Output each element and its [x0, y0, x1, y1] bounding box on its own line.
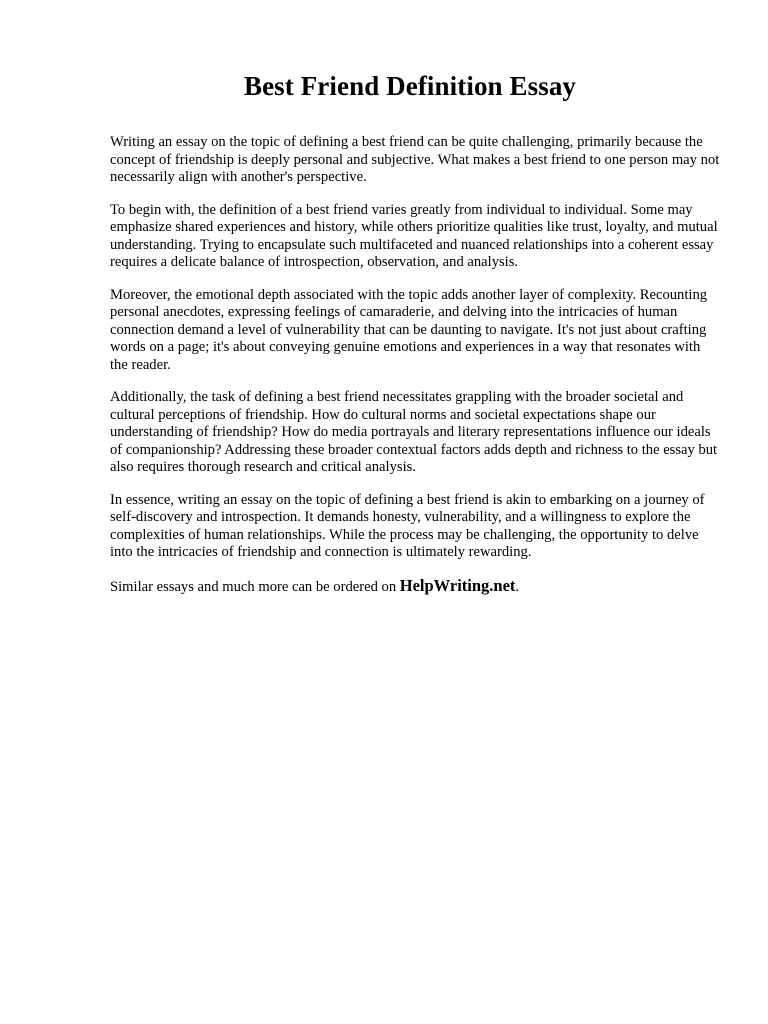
paragraph-4: Additionally, the task of defining a best friend necessitates grappling with the broader societal and cultural perceptions of friendship. How do cultural norms and societal expectations shape our understanding of friendship? How do media portrayals and literary representations influence our ideals of companionship? Addressing these broader contextual factors adds depth and richness to the essay but also requires thorough research and critical analysis. — [110, 389, 718, 475]
order-notice-period: . — [515, 578, 520, 595]
paragraph-2: To begin with, the definition of a best friend varies greatly from individual to individual. Some may emphasize shared experiences and history, while others prioritize qualities like trust, loyalty, and mutual understanding. Trying to encapsulate such multifaceted and nuanced relationships into a coherent essay requires a delicate balance of introspection, observation, and analysis. — [110, 201, 718, 270]
order-notice — [110, 577, 720, 597]
document-title: Best Friend Definition Essay — [243, 71, 577, 101]
order-notice-text: Similar essays and much more can be ordered on — [110, 578, 400, 595]
paragraph-3: Moreover, the emotional depth associated with the topic adds another layer of complexity. Recounting personal anecdotes, expressing feelings of camaraderie, and delving into the intricacies of human connection demand a level of vulnerability that can be daunting to navigate. It's not just about crafting words on a page; it's about conveying genuine emotions and experiences in a way that resonates with the reader. — [110, 286, 708, 373]
helpwriting-link[interactable]: HelpWriting.net — [399, 575, 516, 595]
paragraph-5: In essence, writing an essay on the topic of defining a best friend is akin to embarking on a journey of self-discovery and introspection. It demands honesty, vulnerability, and a willingness to explore the complexities of human relationships. While the process may be challenging, the opportunity to delve into the intricacies of friendship and connection is ultimately rewarding. — [110, 491, 705, 560]
document-body — [110, 134, 720, 596]
paragraph-1: Writing an essay on the topic of defining a best friend can be quite challenging, primarily because the concept of friendship is deeply personal and subjective. What makes a best friend to one person may not necessarily align with another's perspective. — [110, 134, 720, 185]
